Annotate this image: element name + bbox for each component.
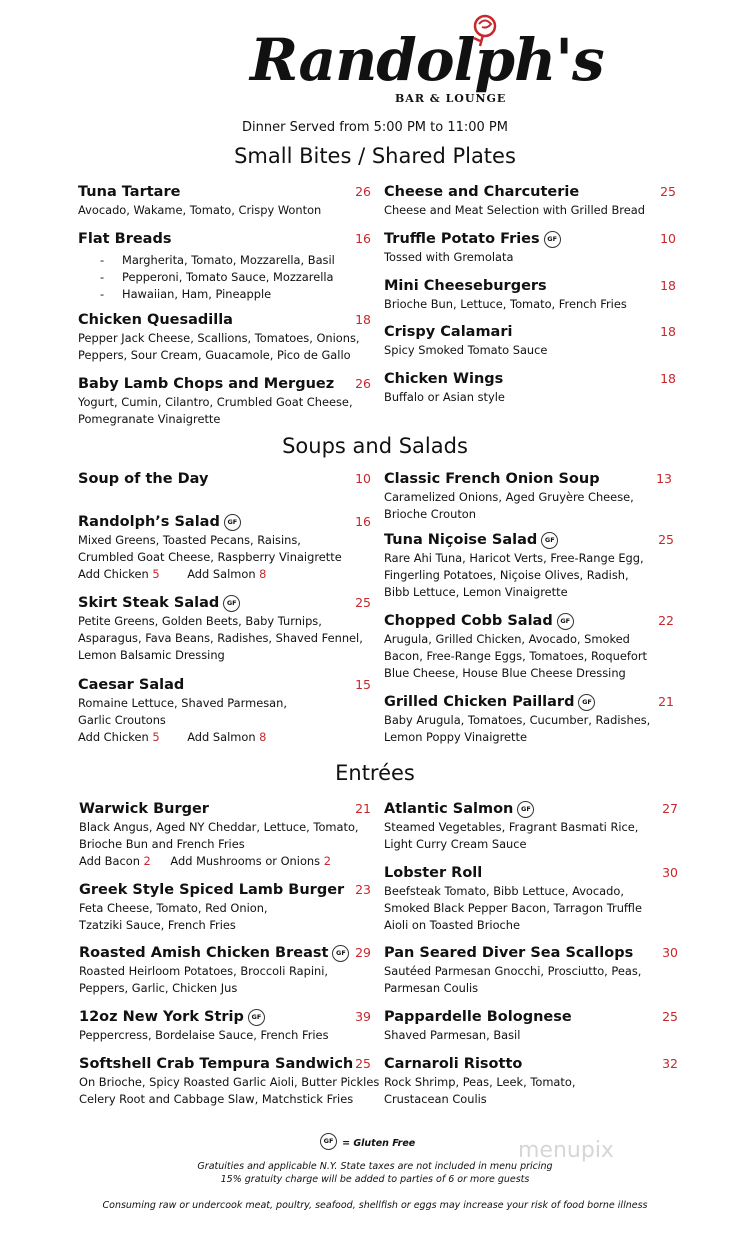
item-price: 15 (355, 677, 371, 692)
item-name: Pappardelle Bolognese (384, 1009, 572, 1025)
item-desc: Peppers, Garlic, Chicken Jus (79, 981, 238, 995)
item-addons: Add Chicken 5 Add Salmon 8 (78, 567, 267, 581)
gluten-free-icon: GF (578, 694, 595, 711)
item-desc: Romaine Lettuce, Shaved Parmesan, (78, 696, 287, 710)
legend-text: = Gluten Free (342, 1138, 416, 1149)
item-desc: Brioche Crouton (384, 507, 476, 521)
gluten-free-icon: GF (248, 1009, 265, 1026)
gluten-free-icon: GF (223, 595, 240, 612)
item-price: 10 (660, 231, 676, 246)
item-desc: Avocado, Wakame, Tomato, Crispy Wonton (78, 203, 322, 217)
menu-item (384, 323, 676, 359)
item-name: Baby Lamb Chops and Merguez (78, 376, 335, 392)
item-desc: Fingerling Potatoes, Niçoise Olives, Radish, (384, 568, 629, 582)
item-addons: Add Bacon 2 Add Mushrooms or Onions 2 (79, 854, 331, 868)
item-desc: Cheese and Meat Selection with Grilled Bread (384, 203, 645, 217)
item-name: Randolph’s Salad GF (78, 513, 371, 532)
item-desc: Buffalo or Asian style (384, 390, 505, 404)
item-name: Greek Style Spiced Lamb Burger (79, 882, 345, 898)
menu-item (78, 470, 371, 489)
item-addons: Add Chicken 5 Add Salmon 8 (78, 730, 267, 744)
menu-item (79, 800, 371, 870)
item-price: 13 (656, 471, 672, 486)
item-name: Skirt Steak Salad GF (78, 594, 371, 613)
item-name: Soup of the Day (78, 471, 209, 487)
item-desc: Brioche Bun, Lettuce, Tomato, French Fries (384, 297, 627, 311)
item-name: Truffle Potato Fries GF (384, 230, 676, 249)
item-price: 25 (662, 1009, 678, 1024)
list-item: - Margherita, Tomato, Mozzarella, Basil (100, 253, 335, 267)
item-price: 26 (355, 376, 371, 391)
item-desc: Crustacean Coulis (384, 1092, 487, 1106)
item-desc: Smoked Black Pepper Bacon, Tarragon Truffle (384, 901, 642, 915)
item-desc: Parmesan Coulis (384, 981, 479, 995)
item-desc: Bacon, Free-Range Eggs, Tomatoes, Roquefort (384, 649, 647, 663)
item-desc: Spicy Smoked Tomato Sauce (384, 343, 548, 357)
gluten-free-icon: GF (320, 1133, 337, 1150)
menu-item (384, 1008, 678, 1044)
item-price: 18 (355, 312, 371, 327)
gluten-free-icon: GF (544, 231, 561, 248)
section-title-soups-salads: Soups and Salads (282, 434, 468, 458)
section-title-small-bites: Small Bites / Shared Plates (234, 144, 516, 168)
menu-item (78, 375, 371, 428)
menu-item (78, 311, 371, 364)
item-price: 21 (658, 694, 674, 709)
footer-note: 15% gratuity charge will be added to parties of 6 or more guests (220, 1174, 530, 1185)
item-price: 18 (660, 371, 676, 386)
menu-item (79, 1008, 371, 1044)
item-desc: Peppercress, Bordelaise Sauce, French Fries (79, 1028, 329, 1042)
rose-icon (470, 14, 502, 48)
item-price: 10 (355, 471, 371, 486)
item-name: Chopped Cobb Salad GF (384, 612, 674, 631)
item-price: 39 (355, 1009, 371, 1024)
item-desc: Caramelized Onions, Aged Gruyère Cheese, (384, 490, 634, 504)
item-name: 12oz New York Strip GF (79, 1008, 371, 1027)
menu-item (79, 881, 371, 934)
item-desc: Steamed Vegetables, Fragrant Basmati Rice, (384, 820, 639, 834)
item-desc: Aioli on Toasted Brioche (384, 918, 521, 932)
item-desc: Peppers, Sour Cream, Guacamole, Pico de Gallo (78, 348, 351, 362)
item-name: Grilled Chicken Paillard GF (384, 693, 674, 712)
item-desc: Yogurt, Cumin, Cilantro, Crumbled Goat Cheese, (78, 395, 353, 409)
item-desc: Tzatziki Sauce, French Fries (79, 918, 236, 932)
item-desc: Brioche Bun and French Fries (79, 837, 245, 851)
menu-item (78, 513, 371, 583)
item-desc: On Brioche, Spicy Roasted Garlic Aioli, Butter Pickles (79, 1075, 380, 1089)
item-desc: Bibb Lettuce, Lemon Vinaigrette (384, 585, 568, 599)
menu-item (384, 370, 676, 406)
item-price: 27 (662, 801, 678, 816)
item-desc: Mixed Greens, Toasted Pecans, Raisins, (78, 533, 301, 547)
menu-item (78, 676, 371, 746)
item-desc: Black Angus, Aged NY Cheddar, Lettuce, Tomato, (79, 820, 359, 834)
item-desc: Blue Cheese, House Blue Cheese Dressing (384, 666, 626, 680)
item-desc: Rare Ahi Tuna, Haricot Verts, Free-Range Egg, (384, 551, 644, 565)
item-desc: Lemon Poppy Vinaigrette (384, 730, 527, 744)
item-price: 18 (660, 278, 676, 293)
flatbread-list (100, 252, 371, 303)
item-name: Pan Seared Diver Sea Scallops (384, 945, 634, 961)
item-name: Lobster Roll (384, 865, 483, 881)
menu-item (384, 1055, 678, 1108)
item-name: Softshell Crab Tempura Sandwich (79, 1056, 354, 1072)
item-name: Atlantic Salmon GF (384, 800, 678, 819)
gluten-free-icon: GF (224, 514, 241, 531)
item-desc: Tossed with Gremolata (384, 250, 514, 264)
item-name: Mini Cheeseburgers (384, 278, 547, 294)
item-desc: Rock Shrimp, Peas, Leek, Tomato, (384, 1075, 576, 1089)
item-price: 22 (658, 613, 674, 628)
item-desc: Arugula, Grilled Chicken, Avocado, Smoked (384, 632, 630, 646)
menu-item (384, 864, 678, 934)
item-price: 30 (662, 945, 678, 960)
item-price: 29 (355, 945, 371, 960)
item-name: Carnaroli Risotto (384, 1056, 523, 1072)
item-price: 30 (662, 865, 678, 880)
item-name: Tuna Tartare (78, 184, 181, 200)
gluten-free-legend (320, 1131, 415, 1150)
item-price: 21 (355, 801, 371, 816)
menu-item (384, 612, 674, 682)
item-desc: Crumbled Goat Cheese, Raspberry Vinaigrette (78, 550, 342, 564)
item-desc: Celery Root and Cabbage Slaw, Matchstick Fries (79, 1092, 354, 1106)
menu-item (384, 183, 676, 219)
item-desc: Feta Cheese, Tomato, Red Onion, (79, 901, 268, 915)
item-desc: Petite Greens, Golden Beets, Baby Turnips, (78, 614, 322, 628)
item-name: Warwick Burger (79, 801, 209, 817)
item-desc: Asparagus, Fava Beans, Radishes, Shaved Fennel, (78, 631, 363, 645)
list-item: - Hawaiian, Ham, Pineapple (100, 287, 272, 301)
item-name: Roasted Amish Chicken Breast GF (79, 944, 371, 963)
menu-item (79, 1055, 380, 1108)
item-desc: Pomegranate Vinaigrette (78, 412, 221, 426)
menu-item (384, 800, 678, 853)
item-price: 18 (660, 324, 676, 339)
item-desc: Garlic Croutons (78, 713, 166, 727)
item-desc: Baby Arugula, Tomatoes, Cucumber, Radishes, (384, 713, 651, 727)
item-price: 25 (355, 1056, 371, 1071)
item-desc: Lemon Balsamic Dressing (78, 648, 225, 662)
item-name: Tuna Niçoise Salad GF (384, 531, 674, 550)
item-price: 16 (355, 514, 371, 529)
item-desc: Shaved Parmesan, Basil (384, 1028, 521, 1042)
menu-item (78, 230, 371, 303)
item-desc: Roasted Heirloom Potatoes, Broccoli Rapini, (79, 964, 329, 978)
list-item: - Pepperoni, Tomato Sauce, Mozzarella (100, 270, 334, 284)
item-price: 32 (662, 1056, 678, 1071)
gluten-free-icon: GF (517, 801, 534, 818)
menu-item (384, 944, 678, 997)
menu-item (78, 594, 371, 664)
gluten-free-icon: GF (541, 532, 558, 549)
menu-item (384, 693, 674, 746)
item-name: Cheese and Charcuterie (384, 184, 580, 200)
section-title-entrees: Entrées (335, 761, 415, 785)
brand-name: Randolph's (250, 26, 604, 94)
item-name: Crispy Calamari (384, 324, 513, 340)
gluten-free-icon: GF (557, 613, 574, 630)
brand-logo (250, 12, 604, 107)
item-price: 25 (660, 184, 676, 199)
item-price: 25 (355, 595, 371, 610)
footer-note: Consuming raw or undercook meat, poultry, seafood, shellfish or eggs may increase your risk of food borne illness (102, 1200, 648, 1211)
item-desc: Beefsteak Tomato, Bibb Lettuce, Avocado, (384, 884, 624, 898)
watermark: menupix (518, 1138, 614, 1163)
menu-item (384, 531, 674, 601)
item-name: Caesar Salad (78, 677, 185, 693)
menu-item (384, 230, 676, 266)
item-name: Chicken Quesadilla (78, 312, 233, 328)
item-desc: Pepper Jack Cheese, Scallions, Tomatoes, Onions, (78, 331, 360, 345)
brand-subtitle: BAR & LOUNGE (395, 92, 507, 105)
item-desc: Light Curry Cream Sauce (384, 837, 527, 851)
item-name: Flat Breads (78, 231, 172, 247)
item-price: 25 (658, 532, 674, 547)
menu-item (78, 183, 371, 219)
item-price: 16 (355, 231, 371, 246)
item-price: 26 (355, 184, 371, 199)
item-name: Classic French Onion Soup (384, 471, 600, 487)
item-name: Chicken Wings (384, 371, 504, 387)
menu-item (79, 944, 371, 997)
gluten-free-icon: GF (332, 945, 349, 962)
footer-note: Gratuities and applicable N.Y. State taxes are not included in menu pricing (197, 1161, 553, 1172)
menu-item (384, 277, 676, 313)
item-price: 23 (355, 882, 371, 897)
item-desc: Sautéed Parmesan Gnocchi, Prosciutto, Peas, (384, 964, 642, 978)
menu-item (384, 470, 672, 523)
dinner-hours: Dinner Served from 5:00 PM to 11:00 PM (242, 120, 508, 135)
